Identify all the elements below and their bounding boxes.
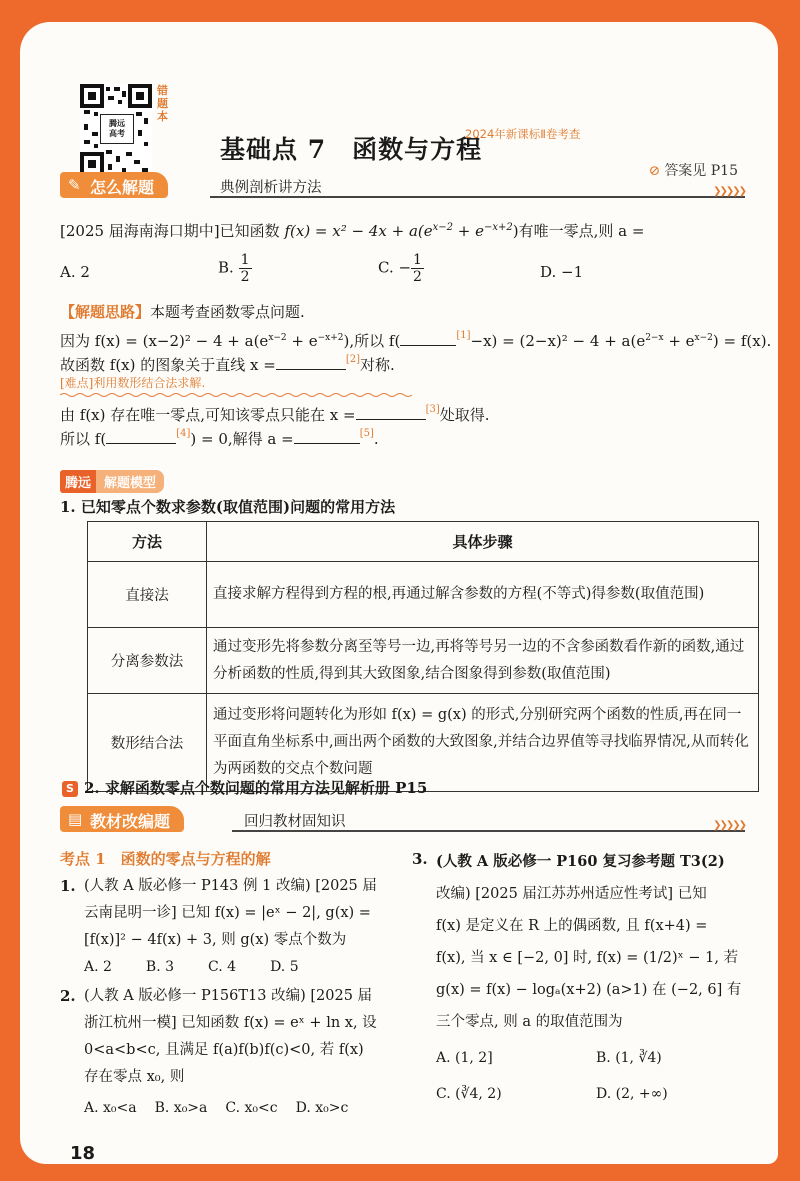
question-number: 1. <box>60 877 76 895</box>
page-number: 18 <box>70 1143 96 1164</box>
q1-option-b[interactable]: B. 3 <box>145 959 175 975</box>
model-badge <box>60 470 164 492</box>
question-3-line: f(x) 是定义在 R 上的偶函数, 且 f(x+4) = <box>436 918 708 934</box>
analysis-reference-text: 2. 求解函数零点个数问题的常用方法见解析册 P15 <box>84 779 428 797</box>
reference-icon: S <box>62 781 78 797</box>
right-column <box>412 846 758 1110</box>
page-title: 基础点 7 函数与方程 <box>220 135 483 164</box>
question-3 <box>412 846 758 1110</box>
model-badge-label: 解题模型 <box>96 470 164 493</box>
question-2 <box>60 983 405 1122</box>
section-tab-label: 教材改编题 <box>90 812 171 831</box>
q1-option-c[interactable]: C. 4 <box>208 959 237 975</box>
q2-option-d[interactable]: D. x₀>c <box>295 1100 349 1116</box>
example-option-c[interactable]: C. − $\frac{1}{2}$ <box>378 252 422 285</box>
question-3-line: f(x), 当 x ∈ [−2, 0] 时, f(x) = (1/2)ˣ − 1, 若 <box>436 950 739 966</box>
blank-3[interactable] <box>356 406 426 420</box>
column-header-steps: 具体步骤 <box>207 522 759 562</box>
q3-option-a[interactable]: A. (1, 2] <box>436 1050 493 1066</box>
blank-5[interactable] <box>294 430 360 444</box>
table-row <box>88 562 759 628</box>
section-bar-textbook <box>60 806 745 834</box>
column-header-method: 方法 <box>88 522 207 562</box>
section-subtitle: 回归教材固知识 <box>244 814 346 830</box>
question-1-line: (人教 A 版必修一 P143 例 1 改编) [2025 届 <box>84 878 377 894</box>
solution-line-1: 因为 $f(x) = (x-2)^2 - 4 + a(e^{x-2} + e^{-x+2})$,所以 f( $[1]-x) = (2-x)^2 - 4 + a(e^{2-x} + e^{x-2}) = f(x)$. <box>60 330 772 350</box>
table-row <box>88 694 759 792</box>
methods-table <box>87 521 759 792</box>
question-2-line: 0<a<b<c, 且满足 f(a)f(b)f(c)<0, 若 f(x) <box>84 1042 364 1058</box>
q2-option-a[interactable]: A. x₀<a <box>84 1100 137 1116</box>
example-option-b[interactable]: B. $\frac{1}{2}$ <box>218 252 250 285</box>
q3-option-d[interactable]: D. (2, +∞) <box>596 1086 668 1102</box>
question-2-line: (人教 A 版必修一 P156T13 改编) [2025 届 <box>84 988 373 1004</box>
question-number: 2. <box>60 987 76 1005</box>
book-icon: ▤ <box>68 810 83 828</box>
kaodian-heading: 考点 1 函数的零点与方程的解 <box>60 850 271 868</box>
method-cell: 分离参数法 <box>88 628 207 694</box>
question-1-line: 云南昆明一诊] 已知 f(x) = |eˣ − 2|, g(x) = <box>84 905 371 921</box>
solution-line-3: 由 f(x) 存在唯一零点,可知该零点只能在 x = [3]处取得. <box>60 404 490 424</box>
section-subtitle: 典例剖析讲方法 <box>220 180 322 196</box>
example-option-d[interactable]: D. −1 <box>540 263 584 281</box>
solution-line-2: 故函数 f(x) 的图象关于直线 x = [2]对称. <box>60 354 395 374</box>
exam-tag: 2024年新课标Ⅱ卷考查 <box>465 127 581 141</box>
question-3-line: (人教 A 版必修一 P160 复习参考题 T3(2) <box>436 853 725 870</box>
section-divider <box>232 830 745 832</box>
wavy-underline <box>60 392 415 398</box>
question-number: 3. <box>412 850 428 868</box>
q3-option-b[interactable]: B. (1, ∛4) <box>596 1050 662 1066</box>
question-3-line: 改编) [2025 届江苏苏州适应性考试] 已知 <box>436 886 707 902</box>
question-1-line: [f(x)]² − 4f(x) + 3, 则 g(x) 零点个数为 <box>84 932 347 948</box>
brand-badge: 腾远 <box>60 470 96 493</box>
qr-brand-label: 腾远 高考 <box>100 114 134 144</box>
solution-line-4: 所以 f( [4]) = 0,解得 a = [5]. <box>60 428 379 448</box>
qr-side-label: 错题本 <box>157 84 168 123</box>
q2-option-c[interactable]: C. x₀<c <box>225 1100 278 1116</box>
q2-option-b[interactable]: B. x₀>a <box>154 1100 208 1116</box>
steps-cell: 通过变形先将参数分离至等号一边,再将等号另一边的不含参函数看作新的函数,通过分析函数的性质,得到其大致图象,结合图象得到参数(取值范围) <box>207 628 759 694</box>
section-bar-how-to-solve <box>60 172 745 200</box>
q1-option-a[interactable]: A. 2 <box>84 959 112 975</box>
question-1 <box>60 873 405 981</box>
answer-reference-text: 答案见 P15 <box>664 163 738 179</box>
question-2-line: 浙江杭州一模] 已知函数 f(x) = eˣ + ln x, 设 <box>84 1015 377 1031</box>
example-option-a[interactable]: A. 2 <box>60 263 90 281</box>
table-row <box>88 628 759 694</box>
pen-icon: ✎ <box>68 176 81 194</box>
blank-1[interactable] <box>400 332 456 346</box>
section-tab-label: 怎么解题 <box>90 178 155 197</box>
section-tab-how-to-solve <box>60 172 168 198</box>
steps-cell: 通过变形将问题转化为形如 f(x) = g(x) 的形式,分别研究两个函数的性质,再在同一平面直角坐标系中,画出两个函数的大致图象,并结合边界值等寻找临界情况,从而转化为两函数的交点个数问题 <box>207 694 759 792</box>
link-icon: ⊘ <box>648 163 661 179</box>
arrows-icon: ❯❯❯❯❯ <box>713 186 745 197</box>
blank-2[interactable] <box>276 356 346 370</box>
question-2-line: 存在零点 x₀, 则 <box>84 1069 185 1085</box>
question-3-line: g(x) = f(x) − logₐ(x+2) (a>1) 在 (−2, 6] 有 <box>436 982 742 998</box>
model-heading: 1. 已知零点个数求参数(取值范围)问题的常用方法 <box>60 498 396 516</box>
method-cell: 直接法 <box>88 562 207 628</box>
left-column <box>60 846 405 1122</box>
steps-cell: 直接求解方程得到方程的根,再通过解含参数的方程(不等式)得参数(取值范围) <box>207 562 759 628</box>
arrows-icon: ❯❯❯❯❯ <box>713 820 745 831</box>
section-divider <box>210 196 745 198</box>
blank-4[interactable] <box>106 430 176 444</box>
difficulty-note: [难点]利用数形结合法求解. <box>60 376 206 390</box>
analysis-reference[interactable] <box>62 778 427 798</box>
example-stem: [2025 届海南海口期中]已知函数 $f(x) = x^2 - 4x + a(e^{x-2} + e^{-x+2})$有唯一零点,则 a = <box>60 222 645 240</box>
method-cell: 数形结合法 <box>88 694 207 792</box>
q1-option-d[interactable]: D. 5 <box>270 959 299 975</box>
question-3-line: 三个零点, 则 a 的取值范围为 <box>436 1014 623 1030</box>
page-paper <box>20 22 778 1164</box>
section-tab-textbook <box>60 806 184 832</box>
q3-option-c[interactable]: C. (∛4, 2) <box>436 1086 502 1102</box>
table-header-row <box>88 522 759 562</box>
qr-code-block[interactable] <box>80 84 168 182</box>
solution-intro: 【解题思路】本题考查函数零点问题. <box>60 303 305 321</box>
